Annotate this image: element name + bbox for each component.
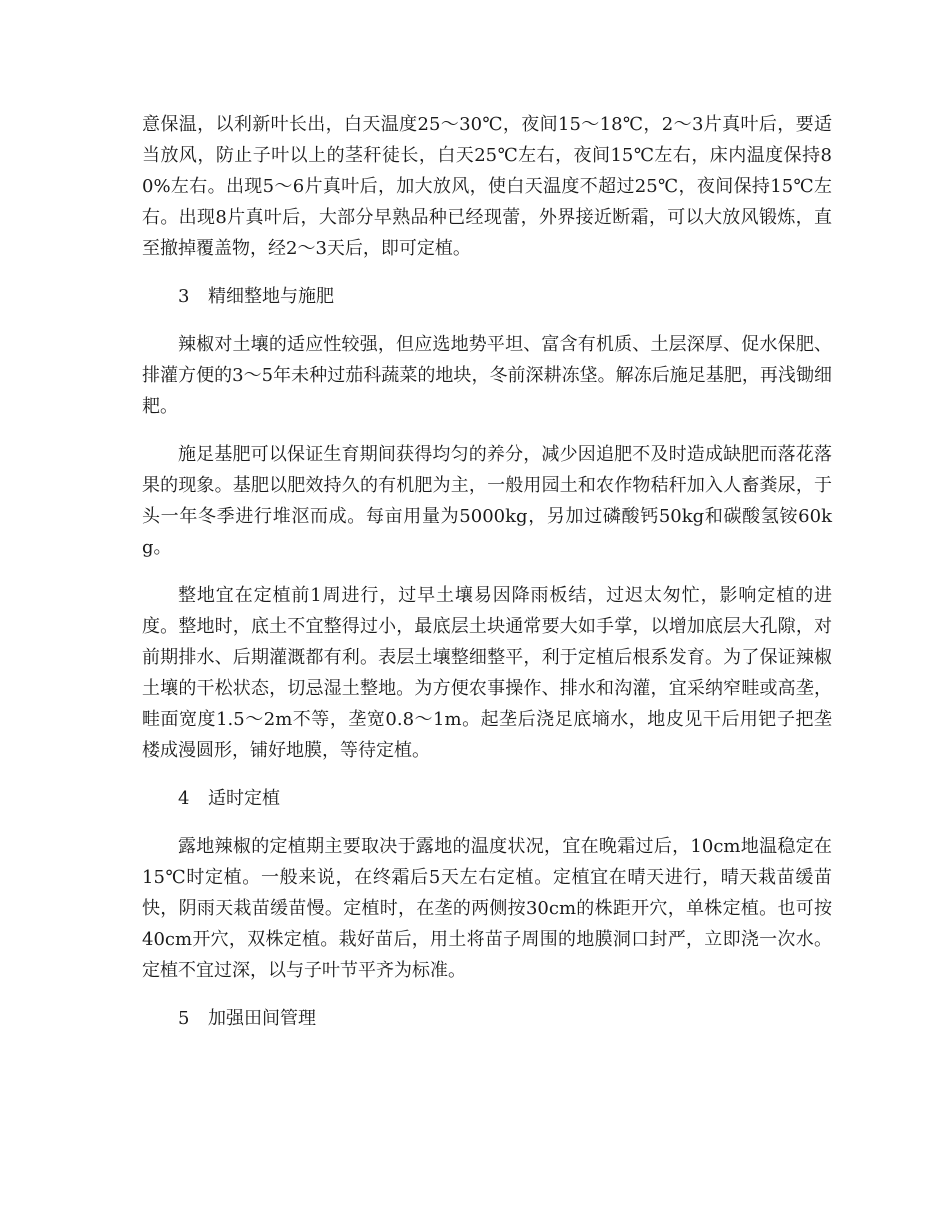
paragraph-base-fertilizer: 施足基肥可以保证生育期间获得均匀的养分，减少因追肥不及时造成缺肥而落花落果的现象。基肥以肥效持久的有机肥为主，一般用园土和农作物秸秆加入人畜粪尿，于头一年冬季进行堆沤而成。每亩用量为5000kg，另加过磷酸钙50kg和碳酸氢铵60kg。 <box>142 444 832 558</box>
section-title: 适时定植 <box>208 788 280 809</box>
section-number: 4 <box>178 788 190 809</box>
section-number: 5 <box>178 1008 190 1029</box>
section-number: 3 <box>178 286 190 307</box>
section-heading-3 <box>142 281 832 312</box>
section-title: 精细整地与施肥 <box>208 286 334 307</box>
paragraph-soil-selection: 辣椒对土壤的适应性较强，但应选地势平坦、富含有机质、土层深厚、促水保肥、排灌方便的3～5年未种过茄科蔬菜的地块，冬前深耕冻垡。解冻后施足基肥，再浅锄细耙。 <box>142 334 832 417</box>
document-page <box>142 109 832 1051</box>
section-heading-4 <box>142 783 832 814</box>
paragraph-transplanting: 露地辣椒的定植期主要取决于露地的温度状况，宜在晚霜过后，10cm地温稳定在15℃时定植。一般来说，在终霜后5天左右定植。定植宜在晴天进行，晴天栽苗缓苗快，阴雨天栽苗缓苗慢。定植时，在垄的两侧按30cm的株距开穴，单株定植。也可按40cm开穴，双株定植。栽好苗后，用土将苗子周围的地膜洞口封严，立即浇一次水。定植不宜过深，以与子叶节平齐为标准。 <box>142 836 832 981</box>
section-heading-5 <box>142 1003 832 1034</box>
section-title: 加强田间管理 <box>208 1008 316 1029</box>
paragraph-seedling-temperature: 意保温，以利新叶长出，白天温度25～30℃，夜间15～18℃，2～3片真叶后，要适当放风，防止子叶以上的茎秆徒长，白天25℃左右，夜间15℃左右，床内温度保持80%左右。出现5～6片真叶后，加大放风，使白天温度不超过25℃，夜间保持15℃左右。出现8片真叶后，大部分早熟品种已经现蕾，外界接近断霜，可以大放风锻炼，直至撤掉覆盖物，经2～3天后，即可定植。 <box>142 114 832 259</box>
paragraph-land-preparation: 整地宜在定植前1周进行，过早土壤易因降雨板结，过迟太匆忙，影响定植的进度。整地时，底土不宜整得过小，最底层土块通常要大如手掌，以增加底层大孔隙，对前期排水、后期灌溉都有利。表层土壤整细整平，利于定植后根系发育。为了保证辣椒土壤的干松状态，切忌湿土整地。为方便农事操作、排水和沟灌，宜采纳窄畦或高垄，畦面宽度1.5～2m不等，垄宽0.8～1m。起垄后浇足底墒水，地皮见干后用钯子把垄楼成漫圆形，铺好地膜，等待定植。 <box>142 585 832 761</box>
